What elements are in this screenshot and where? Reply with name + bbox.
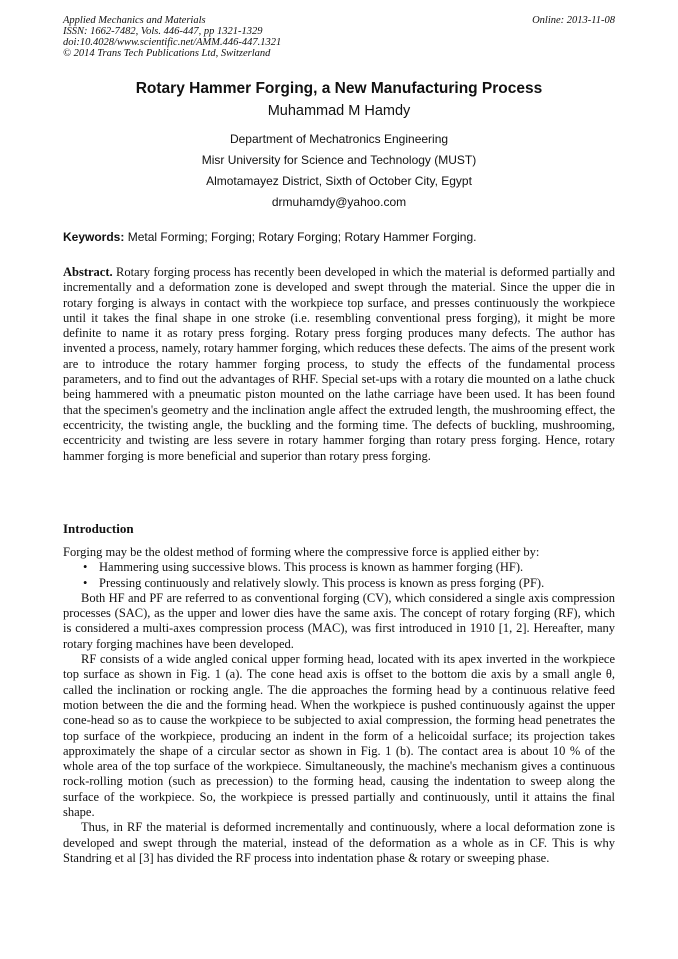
bullet-text: Hammering using successive blows. This process is known as hammer forging (HF).: [99, 560, 524, 575]
bullet-marker: •: [83, 575, 88, 590]
author-email: drmuhamdy@yahoo.com: [271, 195, 407, 209]
doi-line: doi:10.4028/www.scientific.net/AMM.446-447.1321: [63, 37, 282, 48]
journal-header: [63, 15, 615, 59]
author-name: Muhammad M Hamdy: [267, 103, 411, 119]
list-item: [63, 576, 615, 591]
affiliation-department: Department of Mechatronics Engineering: [229, 132, 449, 146]
affiliation-address: Almotamayez District, Sixth of October City, Egypt: [206, 174, 472, 188]
copyright-line: © 2014 Trans Tech Publications Ltd, Switzerland: [63, 48, 271, 59]
keywords: [63, 230, 623, 244]
abstract: [63, 265, 615, 464]
online-date: Online: 2013-11-08: [532, 15, 615, 26]
introduction-body: [63, 545, 615, 866]
bullet-marker: •: [83, 560, 88, 575]
intro-paragraph: Both HF and PF are referred to as conventional forging (CV), which considered a single axis compression processes (SAC), as the upper and lower dies have the same axis. The concept of rotary forging (RF), which is considered a multi-axes compression process (MAC), was first introduced in 1910 [1, 2]. Hereafter, many rotary forging machines have been developed.: [63, 590, 615, 651]
intro-bullet-list: [63, 560, 615, 591]
issn-line: ISSN: 1662-7482, Vols. 446-447, pp 1321-1329: [63, 26, 263, 37]
bullet-text: Pressing continuously and relatively slowly. This process is known as press forging (PF).: [99, 575, 545, 590]
intro-paragraph: Thus, in RF the material is deformed incrementally and continuously, where a local deformation zone is developed and swept through the material, instead of the deformation as a whole as in CF. This is why Standring et al [3] has divided the RF process into indentation phase & rotary or sweeping phase.: [63, 820, 615, 865]
keywords-text: Metal Forming; Forging; Rotary Forging; Rotary Hammer Forging.: [127, 230, 477, 244]
abstract-text: Rotary forging process has recently been developed in which the material is deformed partially and incrementally and a deformation zone is developed and swept through the material. Since the upper die in rotary forging is always in contact with the workpiece top surface, and presses continuously the workpiece until it takes the final shape in one stroke (i.e. resembling conventional press forging), it might be more definite to name it as rotary press forging. Rotary press forging produces many defects. The author has invented a process, namely, rotary hammer forging, which reduces these defects. The aims of the present work are to introduce the rotary hammer forging process, to study the effects of the fundamental process parameters, and to find out the advantages of RHF. Special set-ups with a rotary die mounted on a lathe chuck being hammered with a pneumatic piston mounted on the lathe carriage have been used. It has been found that the specimen's geometry and the inclination angle affect the extruded length, the mushrooming effect, the eccentricity, the twisting angle, the buckling and the forming time. The defects of buckling, mushrooming, eccentricity and twisting are less severe in rotary hammer forging than rotary press forging. Hence, rotary hammer forging is more beneficial and superior than rotary press forging.: [63, 265, 616, 463]
introduction-heading: Introduction: [63, 521, 134, 536]
paper-title: Rotary Hammer Forging, a New Manufacturing Process: [135, 80, 543, 97]
intro-lead: Forging may be the oldest method of forming where the compressive force is applied either by:: [63, 545, 540, 559]
affiliation-university: Misr University for Science and Technology (MUST): [201, 153, 477, 167]
abstract-label: Abstract.: [63, 265, 113, 279]
journal-name: Applied Mechanics and Materials: [63, 15, 206, 26]
list-item: [63, 560, 615, 575]
intro-paragraph: RF consists of a wide angled conical upper forming head, located with its apex inverted in the workpiece top surface as shown in Fig. 1 (a). The cone head axis is offset to the bottom die axis by a small angle θ, called the inclination or rocking angle. The die approaches the forming head by a continuous relative feed motion between the die and the forming head. When the workpiece is pushed continuously against the upper cone-head so as to cause the workpiece to be subjected to axial compression, the forming head penetrates the top surface of the workpiece, producing an indent in the form of a helicoidal surface; its projection takes approximately the shape of a circular sector as shown in Fig. 1 (b). The contact area is about 10 % of the whole area of the top surface of the workpiece. Simultaneously, the machine's mechanism gives a continuous rock-rolling motion (such as precession) to the forming head, causing the indentation to sweep along the surface of the workpiece. So, the workpiece is pressed partially and continuously, until it attains the final shape.: [63, 652, 615, 820]
keywords-label: Keywords:: [63, 230, 125, 244]
